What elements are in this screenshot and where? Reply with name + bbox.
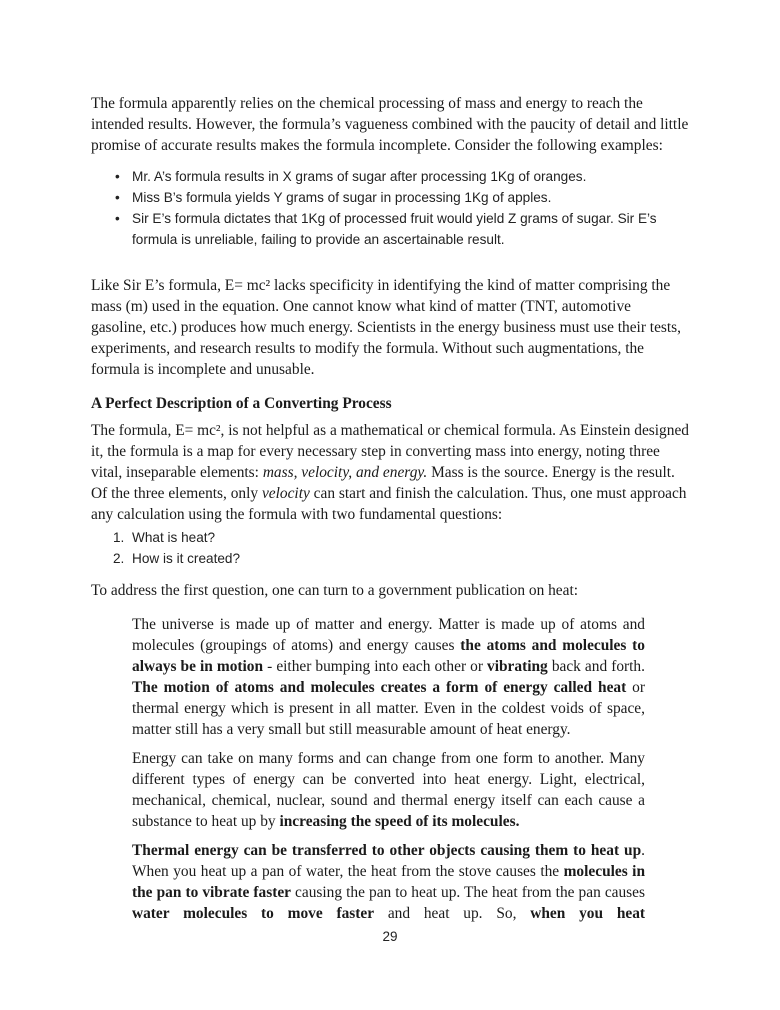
list-item: • Mr. A’s formula results in X grams of sugar after processing 1Kg of oranges. — [113, 166, 689, 187]
paragraph-specificity: Like Sir E’s formula, E= mc² lacks specificity in identifying the kind of matter comprising the mass (m) used in the equation. One cannot know what kind of matter (TNT, automotive gasoline, etc.) produces how much energy. Scientists in the energy business must use their tests, experiments, and research results to modify the formula. Without such augmentations, the formula is incomplete and unusable. — [91, 277, 682, 378]
list-marker: 2. — [113, 551, 125, 566]
section-heading: A Perfect Description of a Converting Process — [91, 395, 392, 412]
numbered-list — [91, 527, 689, 569]
list-item — [113, 527, 689, 548]
list-item — [113, 548, 689, 569]
list-text: What is heat? — [132, 530, 216, 545]
quote-paragraph-2: Energy can take on many forms and can change from one form to another. Many different types of energy can be converted into heat energy. Light, electrical, mechanical, chemical, nuclear, sound and thermal energy itself can each cause a substance to heat up by increasing the speed of its molecules. — [132, 750, 645, 830]
page-body — [91, 93, 689, 932]
bullet-list — [91, 166, 689, 250]
list-marker: 1. — [113, 530, 125, 545]
quote-paragraph-1: The universe is made up of matter and energy. Matter is made up of atoms and molecules (groupings of atoms) and energy causes the atoms and molecules to always be in motion - either bumping into each other or vibrating back and forth. The motion of atoms and molecules creates a form of energy called heat or thermal energy which is present in all matter. Even in the coldest voids of space, matter still has a very small but still measurable amount of heat energy. — [132, 616, 646, 738]
paragraph-address: To address the first question, one can turn to a government publication on heat: — [91, 582, 579, 599]
quote-paragraph-3: Thermal energy can be transferred to other objects causing them to heat up. When you heat up a pan of water, the heat from the stove causes the molecules in the pan to vibrate faster causing the pan to heat up. The heat from the pan causes water molecules to move faster and heat up. So, when you heat — [132, 842, 646, 922]
list-item: • Miss B’s formula yields Y grams of sugar in processing 1Kg of apples. — [113, 187, 689, 208]
list-text: How is it created? — [132, 551, 241, 566]
page-number: 29 — [382, 929, 398, 944]
paragraph-formula: The formula, E= mc², is not helpful as a mathematical or chemical formula. As Einstein designed it, the formula is a map for every necessary step in converting mass into energy, noting three vital, inseparable elements: mass, velocity, and energy. Mass is the source. Energy is the result. Of the three elements, only velocity can start and finish the calculation. Thus, one must approach any calculation using the formula with two fundamental questions: — [91, 422, 689, 523]
paragraph-intro: The formula apparently relies on the chemical processing of mass and energy to reach the intended results. However, the formula’s vagueness combined with the paucity of detail and little promise of accurate results makes the formula incomplete. Consider the following examples: — [91, 95, 689, 154]
block-quote — [91, 614, 689, 924]
list-item: • Sir E’s formula dictates that 1Kg of processed fruit would yield Z grams of sugar. Sir E’s formula is unreliable, failing to provide an ascertainable result. — [113, 208, 689, 250]
